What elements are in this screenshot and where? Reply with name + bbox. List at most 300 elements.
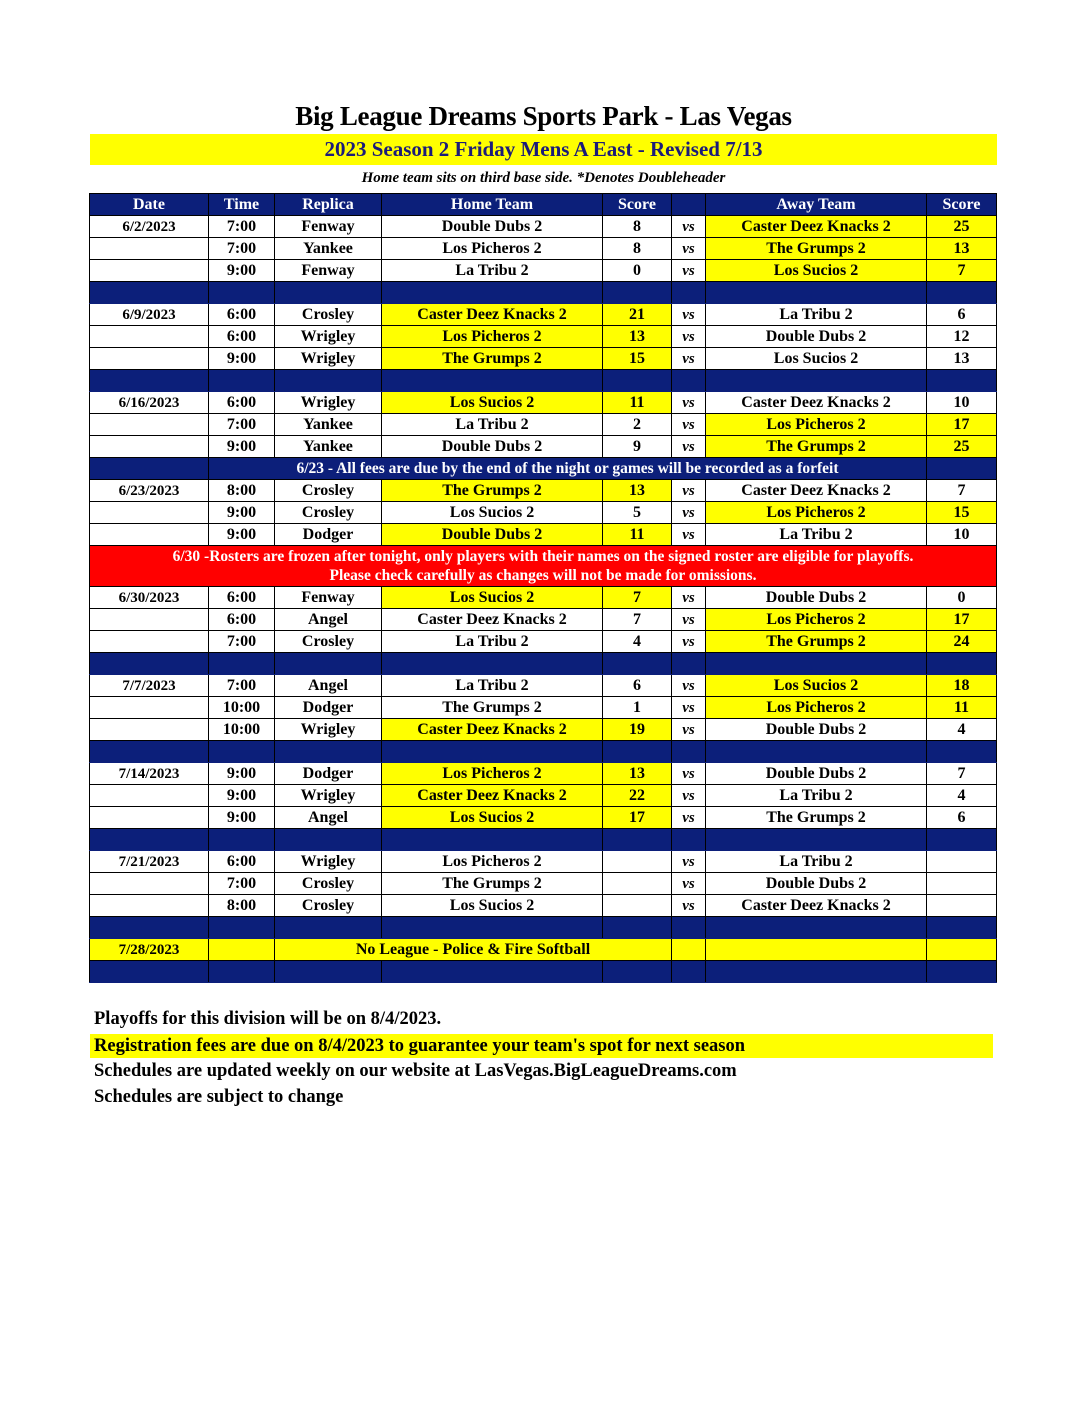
- home-team: La Tribu 2: [382, 631, 603, 653]
- column-header-away-team: Away Team: [706, 194, 927, 216]
- week-separator: [90, 961, 997, 983]
- home-score: 0: [603, 260, 672, 282]
- vs-label: vs: [672, 480, 706, 502]
- vs-label: vs: [672, 238, 706, 260]
- away-score: 10: [927, 392, 997, 414]
- roster-notice: [90, 546, 997, 587]
- column-header-home-score: Score: [603, 194, 672, 216]
- separator-cell: [672, 741, 706, 763]
- game-field: Wrigley: [275, 348, 382, 370]
- column-header-vs: [672, 194, 706, 216]
- home-team: Double Dubs 2: [382, 436, 603, 458]
- home-score: 19: [603, 719, 672, 741]
- away-score: 13: [927, 348, 997, 370]
- home-team: The Grumps 2: [382, 480, 603, 502]
- away-score: [927, 895, 997, 917]
- vs-label: vs: [672, 502, 706, 524]
- home-team: La Tribu 2: [382, 414, 603, 436]
- separator-cell: [706, 282, 927, 304]
- table-row: [90, 719, 997, 741]
- separator-cell: [603, 961, 672, 983]
- game-time: 6:00: [209, 326, 275, 348]
- game-time: 7:00: [209, 238, 275, 260]
- home-team: The Grumps 2: [382, 348, 603, 370]
- separator-cell: [927, 370, 997, 392]
- game-field: Fenway: [275, 587, 382, 609]
- home-score: 4: [603, 631, 672, 653]
- no-league-cell: [927, 939, 997, 961]
- roster-notice-line2: Please check carefully as changes will not be made for omissions.: [329, 567, 757, 584]
- home-team: Los Picheros 2: [382, 238, 603, 260]
- away-team: La Tribu 2: [706, 851, 927, 873]
- column-header-time: Time: [209, 194, 275, 216]
- home-score: 15: [603, 348, 672, 370]
- separator-cell: [90, 829, 209, 851]
- game-date: [90, 895, 209, 917]
- separator-cell: [90, 282, 209, 304]
- separator-cell: [706, 961, 927, 983]
- separator-cell: [209, 370, 275, 392]
- vs-label: vs: [672, 631, 706, 653]
- game-field: Angel: [275, 609, 382, 631]
- game-time: 6:00: [209, 304, 275, 326]
- fees-notice-row: [90, 458, 997, 480]
- notice-cell: [90, 458, 209, 480]
- home-team: Los Picheros 2: [382, 326, 603, 348]
- away-team: Caster Deez Knacks 2: [706, 480, 927, 502]
- vs-label: vs: [672, 587, 706, 609]
- game-date: [90, 873, 209, 895]
- away-team: Los Sucios 2: [706, 348, 927, 370]
- schedule-subtitle: 2023 Season 2 Friday Mens A East - Revised 7/13: [90, 134, 997, 165]
- table-header-row: [90, 194, 997, 216]
- home-team-note: Home team sits on third base side. *Denotes Doubleheader: [361, 170, 726, 186]
- roster-notice-line1: 6/30 -Rosters are frozen after tonight, only players with their names on the signed roster are eligible for playoffs.: [172, 548, 914, 565]
- home-team: Caster Deez Knacks 2: [382, 609, 603, 631]
- separator-cell: [706, 741, 927, 763]
- separator-cell: [603, 282, 672, 304]
- home-score: 13: [603, 326, 672, 348]
- separator-cell: [603, 917, 672, 939]
- home-score: [603, 851, 672, 873]
- playoffs-note: Playoffs for this division will be on 8/4/2023.: [94, 1009, 442, 1029]
- game-field: Wrigley: [275, 392, 382, 414]
- away-team: The Grumps 2: [706, 436, 927, 458]
- table-row: [90, 609, 997, 631]
- separator-cell: [209, 741, 275, 763]
- table-row: [90, 414, 997, 436]
- vs-label: vs: [672, 719, 706, 741]
- game-time: 6:00: [209, 392, 275, 414]
- vs-label: vs: [672, 216, 706, 238]
- table-row: [90, 304, 997, 326]
- game-field: Crosley: [275, 304, 382, 326]
- separator-cell: [275, 370, 382, 392]
- separator-cell: [706, 370, 927, 392]
- vs-label: vs: [672, 326, 706, 348]
- game-time: 10:00: [209, 697, 275, 719]
- table-row: [90, 260, 997, 282]
- separator-cell: [927, 653, 997, 675]
- separator-cell: [603, 653, 672, 675]
- game-field: Dodger: [275, 524, 382, 546]
- separator-cell: [672, 917, 706, 939]
- home-score: 13: [603, 480, 672, 502]
- home-team: Caster Deez Knacks 2: [382, 719, 603, 741]
- away-score: 11: [927, 697, 997, 719]
- away-team: Double Dubs 2: [706, 763, 927, 785]
- game-time: 6:00: [209, 587, 275, 609]
- game-date: [90, 631, 209, 653]
- game-field: Wrigley: [275, 851, 382, 873]
- table-row: [90, 238, 997, 260]
- away-score: 7: [927, 763, 997, 785]
- table-row: [90, 763, 997, 785]
- home-team: Caster Deez Knacks 2: [382, 785, 603, 807]
- notice-cell: [927, 458, 997, 480]
- separator-cell: [927, 829, 997, 851]
- separator-cell: [382, 829, 603, 851]
- home-score: 8: [603, 216, 672, 238]
- separator-cell: [603, 741, 672, 763]
- game-time: 7:00: [209, 216, 275, 238]
- game-time: 9:00: [209, 807, 275, 829]
- away-team: The Grumps 2: [706, 807, 927, 829]
- week-separator: [90, 653, 997, 675]
- game-field: Yankee: [275, 414, 382, 436]
- game-field: Wrigley: [275, 326, 382, 348]
- separator-cell: [706, 829, 927, 851]
- table-row: [90, 785, 997, 807]
- game-field: Crosley: [275, 873, 382, 895]
- vs-label: vs: [672, 675, 706, 697]
- table-row: [90, 216, 997, 238]
- game-time: 9:00: [209, 348, 275, 370]
- game-date: [90, 719, 209, 741]
- game-time: 7:00: [209, 675, 275, 697]
- column-header-home-team: Home Team: [382, 194, 603, 216]
- home-score: 6: [603, 675, 672, 697]
- separator-cell: [90, 917, 209, 939]
- vs-label: vs: [672, 873, 706, 895]
- home-score: 13: [603, 763, 672, 785]
- separator-cell: [672, 829, 706, 851]
- away-score: 4: [927, 785, 997, 807]
- home-score: 11: [603, 392, 672, 414]
- home-score: 9: [603, 436, 672, 458]
- separator-cell: [672, 653, 706, 675]
- home-team: Los Sucios 2: [382, 587, 603, 609]
- game-time: 7:00: [209, 873, 275, 895]
- game-date: [90, 260, 209, 282]
- week-separator: [90, 829, 997, 851]
- home-team: Caster Deez Knacks 2: [382, 304, 603, 326]
- away-team: Los Picheros 2: [706, 502, 927, 524]
- away-score: 15: [927, 502, 997, 524]
- game-time: 7:00: [209, 414, 275, 436]
- game-field: Dodger: [275, 697, 382, 719]
- game-time: 9:00: [209, 524, 275, 546]
- game-date: 7/21/2023: [90, 851, 209, 873]
- separator-cell: [603, 370, 672, 392]
- game-field: Fenway: [275, 216, 382, 238]
- game-field: Wrigley: [275, 719, 382, 741]
- game-field: Crosley: [275, 480, 382, 502]
- away-score: 6: [927, 304, 997, 326]
- separator-cell: [706, 917, 927, 939]
- fees-notice: 6/23 - All fees are due by the end of the night or games will be recorded as a forfeit: [209, 458, 927, 480]
- no-league-cell: [209, 939, 275, 961]
- home-team: Los Picheros 2: [382, 851, 603, 873]
- table-row: [90, 697, 997, 719]
- home-score: 21: [603, 304, 672, 326]
- table-row: [90, 524, 997, 546]
- game-date: [90, 609, 209, 631]
- game-date: [90, 697, 209, 719]
- game-date: [90, 785, 209, 807]
- table-row: [90, 807, 997, 829]
- away-team: Los Picheros 2: [706, 414, 927, 436]
- game-time: 8:00: [209, 480, 275, 502]
- away-team: Los Picheros 2: [706, 609, 927, 631]
- separator-cell: [90, 370, 209, 392]
- table-row: [90, 895, 997, 917]
- game-field: Angel: [275, 807, 382, 829]
- separator-cell: [382, 741, 603, 763]
- vs-label: vs: [672, 414, 706, 436]
- away-score: 17: [927, 609, 997, 631]
- home-team: Los Sucios 2: [382, 895, 603, 917]
- game-date: 6/23/2023: [90, 480, 209, 502]
- game-time: 6:00: [209, 851, 275, 873]
- table-row: [90, 436, 997, 458]
- separator-cell: [927, 282, 997, 304]
- away-team: Caster Deez Knacks 2: [706, 216, 927, 238]
- game-field: Dodger: [275, 763, 382, 785]
- no-league-date: 7/28/2023: [90, 939, 209, 961]
- vs-label: vs: [672, 436, 706, 458]
- game-date: 6/30/2023: [90, 587, 209, 609]
- away-team: The Grumps 2: [706, 238, 927, 260]
- home-score: [603, 873, 672, 895]
- table-row: [90, 480, 997, 502]
- separator-cell: [706, 653, 927, 675]
- separator-cell: [927, 961, 997, 983]
- game-time: 9:00: [209, 763, 275, 785]
- game-date: [90, 524, 209, 546]
- table-row: [90, 348, 997, 370]
- separator-cell: [382, 282, 603, 304]
- away-team: Caster Deez Knacks 2: [706, 392, 927, 414]
- home-team: Los Sucios 2: [382, 807, 603, 829]
- home-team: Los Sucios 2: [382, 502, 603, 524]
- game-date: [90, 807, 209, 829]
- home-score: 7: [603, 609, 672, 631]
- game-date: 6/9/2023: [90, 304, 209, 326]
- home-score: 17: [603, 807, 672, 829]
- game-date: [90, 238, 209, 260]
- home-team: Double Dubs 2: [382, 524, 603, 546]
- schedule-body: [90, 216, 997, 983]
- home-score: 5: [603, 502, 672, 524]
- away-score: [927, 851, 997, 873]
- separator-cell: [672, 370, 706, 392]
- game-field: Yankee: [275, 238, 382, 260]
- game-field: Crosley: [275, 895, 382, 917]
- home-team: Los Sucios 2: [382, 392, 603, 414]
- game-time: 10:00: [209, 719, 275, 741]
- game-date: 7/7/2023: [90, 675, 209, 697]
- vs-label: vs: [672, 348, 706, 370]
- week-separator: [90, 917, 997, 939]
- away-team: La Tribu 2: [706, 524, 927, 546]
- away-team: Double Dubs 2: [706, 326, 927, 348]
- away-team: Caster Deez Knacks 2: [706, 895, 927, 917]
- away-score: [927, 873, 997, 895]
- away-team: Double Dubs 2: [706, 873, 927, 895]
- table-row: [90, 675, 997, 697]
- away-score: 7: [927, 480, 997, 502]
- vs-label: vs: [672, 807, 706, 829]
- away-score: 10: [927, 524, 997, 546]
- table-row: [90, 631, 997, 653]
- page-title: Big League Dreams Sports Park - Las Vegas: [295, 101, 792, 131]
- away-score: 18: [927, 675, 997, 697]
- away-team: The Grumps 2: [706, 631, 927, 653]
- separator-cell: [382, 653, 603, 675]
- home-score: [603, 895, 672, 917]
- separator-cell: [275, 741, 382, 763]
- separator-cell: [603, 829, 672, 851]
- away-score: 4: [927, 719, 997, 741]
- table-row: [90, 326, 997, 348]
- no-league-row: [90, 939, 997, 961]
- game-time: 9:00: [209, 785, 275, 807]
- away-score: 12: [927, 326, 997, 348]
- game-field: Crosley: [275, 631, 382, 653]
- away-score: 17: [927, 414, 997, 436]
- separator-cell: [209, 917, 275, 939]
- registration-note: Registration fees are due on 8/4/2023 to guarantee your team's spot for next season: [90, 1034, 993, 1058]
- game-date: 6/16/2023: [90, 392, 209, 414]
- home-score: 22: [603, 785, 672, 807]
- separator-cell: [209, 653, 275, 675]
- separator-cell: [90, 653, 209, 675]
- home-team: Los Picheros 2: [382, 763, 603, 785]
- game-field: Crosley: [275, 502, 382, 524]
- separator-cell: [382, 917, 603, 939]
- away-score: 0: [927, 587, 997, 609]
- away-team: Double Dubs 2: [706, 719, 927, 741]
- separator-cell: [90, 961, 209, 983]
- game-date: [90, 436, 209, 458]
- home-team: The Grumps 2: [382, 873, 603, 895]
- schedule-table: [89, 193, 997, 983]
- away-team: Los Sucios 2: [706, 260, 927, 282]
- home-team: Double Dubs 2: [382, 216, 603, 238]
- home-team: La Tribu 2: [382, 260, 603, 282]
- vs-label: vs: [672, 260, 706, 282]
- away-score: 7: [927, 260, 997, 282]
- column-header-date: Date: [90, 194, 209, 216]
- away-score: 25: [927, 216, 997, 238]
- game-field: Angel: [275, 675, 382, 697]
- week-separator: [90, 370, 997, 392]
- separator-cell: [927, 741, 997, 763]
- column-header-replica: Replica: [275, 194, 382, 216]
- website-note: Schedules are updated weekly on our website at LasVegas.BigLeagueDreams.com: [94, 1061, 737, 1081]
- game-date: [90, 502, 209, 524]
- column-header-away-score: Score: [927, 194, 997, 216]
- home-team: La Tribu 2: [382, 675, 603, 697]
- away-score: 13: [927, 238, 997, 260]
- separator-cell: [275, 282, 382, 304]
- game-time: 6:00: [209, 609, 275, 631]
- week-separator: [90, 741, 997, 763]
- roster-notice-row: [90, 546, 997, 587]
- separator-cell: [90, 741, 209, 763]
- separator-cell: [927, 917, 997, 939]
- home-score: 7: [603, 587, 672, 609]
- home-score: 1: [603, 697, 672, 719]
- vs-label: vs: [672, 697, 706, 719]
- separator-cell: [275, 961, 382, 983]
- separator-cell: [382, 370, 603, 392]
- vs-label: vs: [672, 304, 706, 326]
- home-score: 2: [603, 414, 672, 436]
- separator-cell: [275, 917, 382, 939]
- no-league-cell: [672, 939, 706, 961]
- away-team: Los Picheros 2: [706, 697, 927, 719]
- away-team: Los Sucios 2: [706, 675, 927, 697]
- game-field: Fenway: [275, 260, 382, 282]
- game-date: 6/2/2023: [90, 216, 209, 238]
- vs-label: vs: [672, 392, 706, 414]
- separator-cell: [209, 829, 275, 851]
- away-score: 25: [927, 436, 997, 458]
- away-score: 24: [927, 631, 997, 653]
- game-time: 8:00: [209, 895, 275, 917]
- separator-cell: [382, 961, 603, 983]
- no-league-cell: [706, 939, 927, 961]
- separator-cell: [209, 961, 275, 983]
- vs-label: vs: [672, 785, 706, 807]
- away-team: Double Dubs 2: [706, 587, 927, 609]
- table-row: [90, 851, 997, 873]
- game-time: 9:00: [209, 502, 275, 524]
- separator-cell: [275, 653, 382, 675]
- separator-cell: [672, 961, 706, 983]
- change-note: Schedules are subject to change: [94, 1087, 344, 1107]
- game-date: 7/14/2023: [90, 763, 209, 785]
- vs-label: vs: [672, 609, 706, 631]
- home-score: 11: [603, 524, 672, 546]
- separator-cell: [275, 829, 382, 851]
- game-time: 9:00: [209, 260, 275, 282]
- vs-label: vs: [672, 524, 706, 546]
- game-time: 9:00: [209, 436, 275, 458]
- table-row: [90, 873, 997, 895]
- game-date: [90, 414, 209, 436]
- away-team: La Tribu 2: [706, 785, 927, 807]
- table-row: [90, 392, 997, 414]
- away-score: 6: [927, 807, 997, 829]
- separator-cell: [672, 282, 706, 304]
- game-field: Wrigley: [275, 785, 382, 807]
- vs-label: vs: [672, 851, 706, 873]
- game-date: [90, 348, 209, 370]
- home-score: 8: [603, 238, 672, 260]
